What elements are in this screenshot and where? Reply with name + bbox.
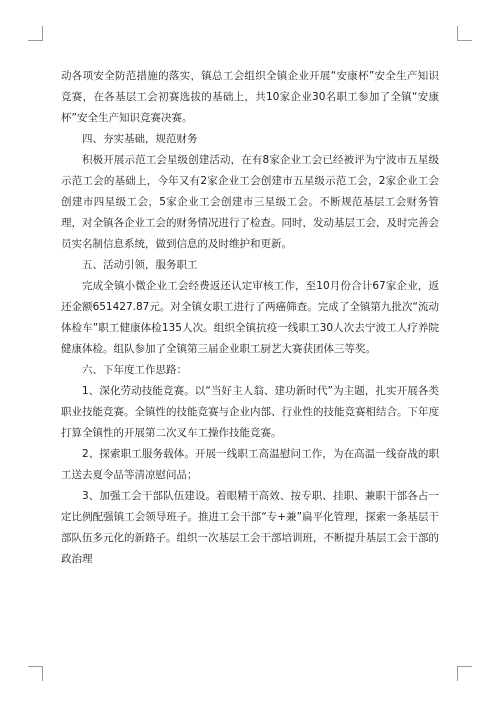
section-heading-4: 四、夯实基础，规范财务 bbox=[82, 133, 198, 145]
plan-item-1: 1、深化劳动技能竞赛。以“当好主人翁、建功新时代”为主题，扎实开展各类职业技能竞赛。全镇性的技能竞赛与企业内部、行业性的技能竞赛相结合。下年度打算全镇性的开展第二次叉车工操作技能竞赛。 bbox=[61, 385, 439, 439]
crop-mark-top-left bbox=[28, 26, 43, 41]
section-heading-5: 五、活动引领，服务职工 bbox=[82, 259, 198, 271]
paragraph-service: 完成全镇小微企业工会经费返还认定审核工作，至10月份合计67家企业，返还金额651427.87元。对全镇女职工进行了两癌筛查。完成了全镇第九批次“流动体检车”职工健康体检135人次。组织全镇抗疫一线职工30人次去宁波工人疗养院健康体检。组队参加了全镇第三届企业职工厨艺大赛获团体三等奖。 bbox=[61, 280, 439, 355]
paragraph-continuation: 动各项安全防范措施的落实，镇总工会组织全镇企业开展“安康杯”安全生产知识竞赛，在各基层工会初赛选拔的基础上，共10家企业30名职工参加了全镇“安康杯”安全生产知识竞赛决赛。 bbox=[61, 70, 439, 124]
document-body bbox=[61, 66, 439, 570]
crop-mark-bottom-right bbox=[457, 666, 472, 681]
plan-item-2: 2、探索职工服务载体。开展一线职工高温慰问工作，为在高温一线奋战的职工送去夏令品等清凉慰问品； bbox=[61, 448, 439, 481]
plan-item-3: 3、加强工会干部队伍建设。着眼精干高效、按专职、挂职、兼职干部各占一定比例配强镇工会领导班子。推进工会干部“专+兼”扁平化管理，探索一条基层干部队伍多元化的新路子。组织一次基层工会干部培训班，不断提升基层工会干部的政治理 bbox=[61, 490, 439, 565]
crop-mark-top-right bbox=[457, 26, 472, 41]
paragraph-finance: 积极开展示范工会星级创建活动，在有8家企业工会已经被评为宁波市五星级示范工会的基础上，今年又有2家企业工会创建市五星级示范工会，2家企业工会创建市四星级工会，5家企业工会创建市三星级工会。不断规范基层工会财务管理，对全镇各企业工会的财务情况进行了检查。同时，发动基层工会，及时完善会员实名制信息系统，做到信息的及时维护和更新。 bbox=[61, 154, 439, 250]
crop-mark-bottom-left bbox=[28, 666, 43, 681]
section-heading-6: 六、下年度工作思路： bbox=[82, 364, 187, 376]
